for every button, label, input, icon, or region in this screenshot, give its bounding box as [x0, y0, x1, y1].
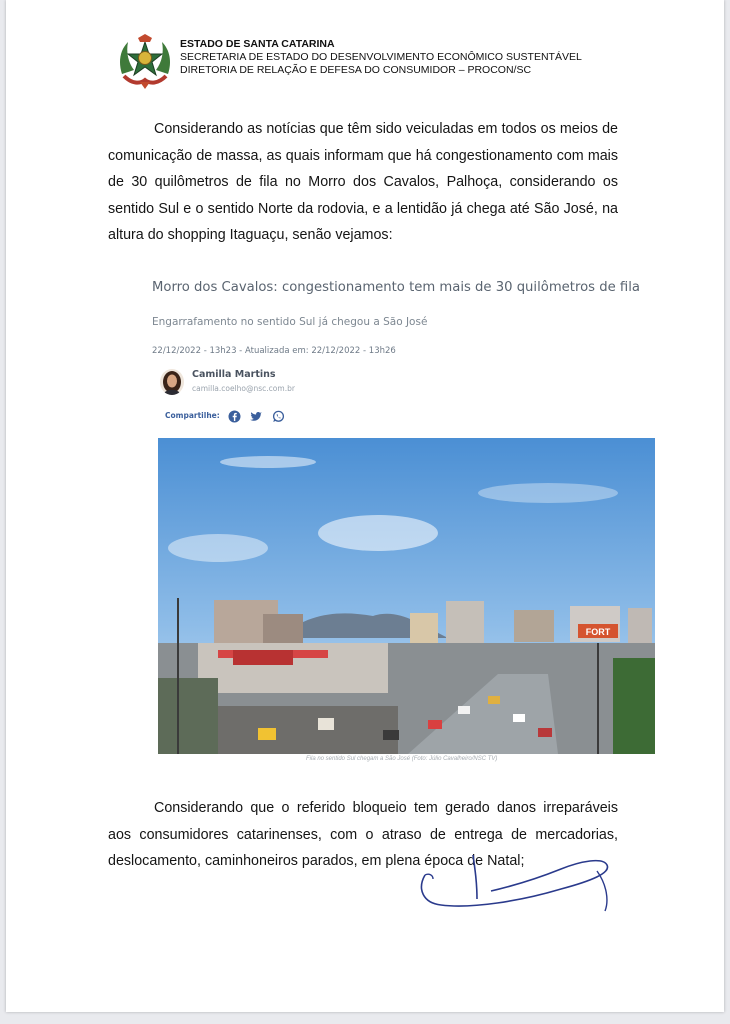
- letterhead: [180, 38, 582, 77]
- paragraph-news-context: Considerando as notícias que têm sido veiculadas em todos os meios de comunicação de massa, as quais informam que há congestionamento com mais de 30 quilômetros de fila no Morro dos Cavalos, Palhoça, considerando os sentido Sul e o sentido Norte da rodovia, e a lentidão já chega até São José, na altura do shopping Itaguaçu, senão vejamos:: [108, 121, 618, 243]
- author-name: Camilla Martins: [192, 369, 276, 380]
- document-page: [6, 0, 724, 1012]
- article-subtitle: Engarrafamento no sentido Sul já chegou a São José: [152, 316, 428, 328]
- article-date: 22/12/2022 - 13h23 - Atualizada em: 22/12/2022 - 13h26: [152, 346, 396, 356]
- store-sign-text: FORT: [585, 627, 611, 637]
- traffic-jam-photo: [158, 438, 655, 754]
- signature-icon: [411, 845, 621, 917]
- share-label: Compartilhe:: [165, 411, 220, 420]
- author-avatar: [160, 369, 184, 395]
- santa-catarina-coat-of-arms-icon: [116, 34, 174, 90]
- header-directorate: DIRETORIA DE RELAÇÃO E DEFESA DO CONSUMIDOR – PROCON/SC: [180, 64, 532, 76]
- whatsapp-icon: [272, 410, 285, 423]
- photo-caption: Fila no sentido Sul chegam a São José (Foto: Júlio Cavalheiro/NSC TV): [306, 756, 498, 762]
- article-title: Morro dos Cavalos: congestionamento tem mais de 30 quilômetros de fila: [152, 280, 640, 295]
- paragraph-damage: Considerando que o referido bloqueio tem gerado danos irreparáveis aos consumidores catarinenses, com o atraso de entrega de mercadorias, deslocamento, caminhoneiros parados, em plena época de Natal;: [108, 800, 618, 869]
- header-state-name: ESTADO DE SANTA CATARINA: [180, 38, 335, 50]
- twitter-icon: [250, 410, 263, 423]
- header-secretariat: SECRETARIA DE ESTADO DO DESENVOLVIMENTO ECONÔMICO SUSTENTÁVEL: [180, 51, 582, 63]
- author-email: camilla.coelho@nsc.com.br: [192, 384, 295, 393]
- facebook-icon: [228, 410, 241, 423]
